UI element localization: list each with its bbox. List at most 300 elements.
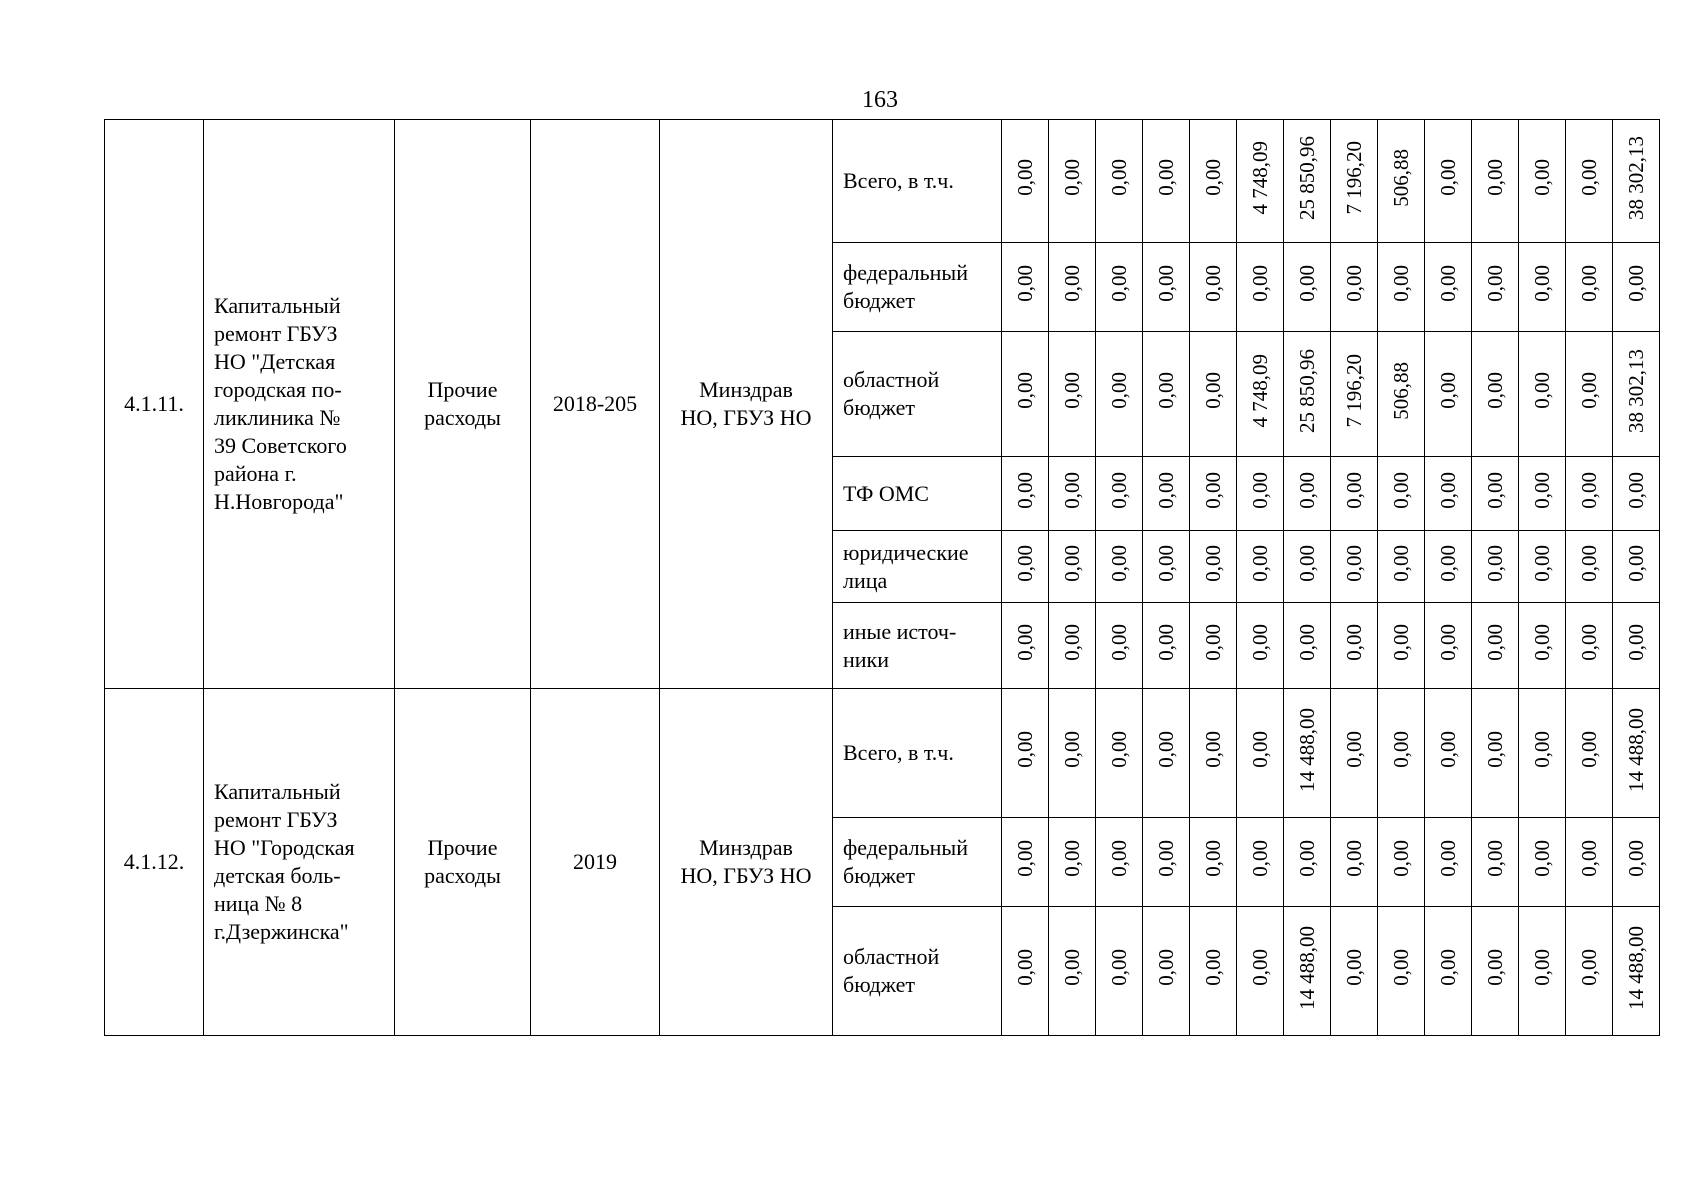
- value-text: 0,00: [1154, 623, 1178, 661]
- value-cell: [1143, 907, 1190, 1036]
- value-text: 0,00: [1624, 544, 1648, 582]
- value-text: 506,88: [1389, 148, 1413, 207]
- value-cell: [1566, 603, 1613, 689]
- item-number-cell: 4.1.12.: [105, 689, 204, 1036]
- value-cell: [1331, 457, 1378, 531]
- funding-source-line: иные источ-: [843, 618, 957, 644]
- item-name-line: района г.: [214, 461, 297, 486]
- value-cell: [1613, 531, 1660, 603]
- value-cell: [1002, 689, 1049, 818]
- funding-source-line: федеральный: [843, 835, 968, 860]
- value-cell: [1331, 243, 1378, 332]
- value-cell: [1331, 531, 1378, 603]
- value-text: 0,00: [1530, 372, 1554, 409]
- value-cell: [1425, 818, 1472, 907]
- value-text: 0,00: [1107, 949, 1131, 986]
- executor-line: Минздрав: [699, 377, 793, 402]
- value-cell: [1190, 531, 1237, 603]
- value-cell: [1519, 603, 1566, 689]
- funding-source-cell: [833, 531, 1002, 603]
- value-cell: [1237, 120, 1284, 243]
- item-name-line: Капитальный: [214, 293, 341, 318]
- value-cell: [1049, 120, 1096, 243]
- executor-line: Минздрав: [699, 835, 793, 860]
- value-text: 0,00: [1483, 544, 1507, 582]
- value-text: 0,00: [1483, 623, 1507, 661]
- value-text: 0,00: [1013, 544, 1037, 582]
- budget-table: [104, 119, 1660, 1036]
- funding-source-cell: [833, 907, 1002, 1036]
- value-text: 0,00: [1154, 159, 1178, 196]
- value-cell: [1472, 603, 1519, 689]
- value-text: 0,00: [1577, 623, 1601, 661]
- value-cell: [1519, 243, 1566, 332]
- value-text: 0,00: [1060, 949, 1084, 986]
- value-cell: [1143, 689, 1190, 818]
- value-text: 0,00: [1248, 471, 1272, 509]
- item-name-cell: [204, 689, 395, 1036]
- value-text: 0,00: [1295, 840, 1319, 877]
- funding-source-cell: [833, 603, 1002, 689]
- value-cell: [1190, 332, 1237, 457]
- value-text: 0,00: [1530, 840, 1554, 877]
- value-text: 0,00: [1201, 544, 1225, 582]
- value-text: 0,00: [1436, 159, 1460, 196]
- funding-source-line: ТФ ОМС: [843, 480, 929, 506]
- value-text: 0,00: [1060, 623, 1084, 661]
- funding-source-cell: [833, 689, 1002, 818]
- value-cell: [1237, 332, 1284, 457]
- item-name-line: 39 Советского: [214, 433, 347, 458]
- table-row: [105, 689, 1660, 818]
- value-cell: [1472, 243, 1519, 332]
- value-cell: [1378, 457, 1425, 531]
- value-text: 0,00: [1107, 840, 1131, 877]
- value-text: 0,00: [1577, 471, 1601, 509]
- value-cell: [1566, 457, 1613, 531]
- value-text: 0,00: [1248, 949, 1272, 986]
- value-text: 0,00: [1248, 731, 1272, 768]
- item-name-line: Капитальный: [214, 779, 341, 804]
- value-cell: [1049, 531, 1096, 603]
- funding-source-line: юридические: [843, 539, 969, 565]
- value-cell: [1519, 120, 1566, 243]
- value-text: 0,00: [1013, 731, 1037, 768]
- expense-type-cell: [395, 120, 531, 689]
- value-text: 0,00: [1013, 159, 1037, 196]
- value-text: 0,00: [1154, 840, 1178, 877]
- value-text: 0,00: [1530, 623, 1554, 661]
- funding-source-line: областной: [843, 944, 940, 969]
- value-text: 4 748,09: [1248, 140, 1272, 215]
- value-cell: [1190, 603, 1237, 689]
- value-cell: [1613, 120, 1660, 243]
- funding-source-line: Всего, в т.ч.: [843, 168, 954, 193]
- value-cell: [1425, 531, 1472, 603]
- value-text: 0,00: [1013, 471, 1037, 509]
- value-cell: [1284, 243, 1331, 332]
- value-text: 0,00: [1389, 265, 1413, 302]
- value-cell: [1331, 120, 1378, 243]
- value-cell: [1284, 818, 1331, 907]
- value-text: 0,00: [1483, 731, 1507, 768]
- value-cell: [1049, 603, 1096, 689]
- value-cell: [1096, 531, 1143, 603]
- value-text: 7 196,20: [1342, 140, 1366, 215]
- item-name-line: Н.Новгорода": [214, 489, 344, 514]
- value-text: 14 488,00: [1624, 707, 1648, 792]
- value-cell: [1143, 818, 1190, 907]
- value-text: 0,00: [1436, 623, 1460, 661]
- value-text: 0,00: [1483, 471, 1507, 509]
- value-text: 0,00: [1530, 265, 1554, 302]
- value-text: 0,00: [1483, 159, 1507, 196]
- value-text: 0,00: [1107, 265, 1131, 302]
- value-text: 0,00: [1060, 372, 1084, 409]
- value-cell: [1002, 907, 1049, 1036]
- value-cell: [1096, 689, 1143, 818]
- value-text: 0,00: [1483, 949, 1507, 986]
- value-cell: [1519, 689, 1566, 818]
- value-text: 0,00: [1436, 731, 1460, 768]
- value-text: 0,00: [1060, 159, 1084, 196]
- value-text: 0,00: [1201, 623, 1225, 661]
- value-text: 0,00: [1201, 265, 1225, 302]
- value-text: 0,00: [1013, 623, 1037, 661]
- value-text: 0,00: [1295, 471, 1319, 509]
- value-cell: [1472, 689, 1519, 818]
- value-cell: [1566, 531, 1613, 603]
- value-cell: [1613, 332, 1660, 457]
- value-text: 0,00: [1342, 731, 1366, 768]
- value-text: 506,88: [1389, 361, 1413, 420]
- value-text: 0,00: [1389, 949, 1413, 986]
- value-text: 0,00: [1389, 544, 1413, 582]
- value-text: 25 850,96: [1295, 135, 1319, 220]
- value-cell: [1190, 818, 1237, 907]
- value-cell: [1378, 531, 1425, 603]
- value-text: 0,00: [1530, 159, 1554, 196]
- value-cell: [1237, 603, 1284, 689]
- value-cell: [1143, 603, 1190, 689]
- value-text: 0,00: [1060, 731, 1084, 768]
- value-text: 0,00: [1060, 544, 1084, 582]
- value-cell: [1143, 120, 1190, 243]
- value-text: 0,00: [1248, 265, 1272, 302]
- funding-source-line: федеральный: [843, 260, 968, 285]
- value-text: 0,00: [1201, 159, 1225, 196]
- item-name-line: НО "Детская: [214, 349, 336, 374]
- expense-type-line: Прочие: [427, 835, 498, 860]
- value-cell: [1425, 689, 1472, 818]
- value-cell: [1049, 457, 1096, 531]
- period-cell: 2018-205: [531, 120, 660, 689]
- executor-line: НО, ГБУЗ НО: [680, 405, 812, 430]
- item-name-line: ликлиника №: [214, 405, 341, 430]
- value-text: 0,00: [1107, 623, 1131, 661]
- value-cell: [1284, 457, 1331, 531]
- funding-source-cell: [833, 457, 1002, 531]
- value-cell: [1002, 120, 1049, 243]
- value-cell: [1566, 818, 1613, 907]
- value-cell: [1284, 120, 1331, 243]
- value-text: 0,00: [1248, 840, 1272, 877]
- value-cell: [1425, 603, 1472, 689]
- value-text: 0,00: [1060, 840, 1084, 877]
- value-cell: [1049, 907, 1096, 1036]
- value-text: 0,00: [1483, 265, 1507, 302]
- value-text: 0,00: [1483, 840, 1507, 877]
- executor-cell: [660, 120, 833, 689]
- page-number: 163: [862, 87, 898, 113]
- item-name-line: ремонт ГБУЗ: [214, 321, 338, 346]
- value-cell: [1284, 531, 1331, 603]
- value-text: 38 302,13: [1624, 135, 1648, 220]
- funding-source-cell: [833, 243, 1002, 332]
- funding-source-line: бюджет: [843, 288, 915, 313]
- value-text: 0,00: [1201, 372, 1225, 409]
- value-cell: [1002, 457, 1049, 531]
- funding-source-cell: [833, 120, 1002, 243]
- value-text: 0,00: [1342, 544, 1366, 582]
- value-cell: [1331, 603, 1378, 689]
- value-text: 0,00: [1060, 471, 1084, 509]
- value-text: 4 748,09: [1248, 353, 1272, 428]
- value-text: 0,00: [1436, 544, 1460, 582]
- value-cell: [1190, 907, 1237, 1036]
- value-cell: [1519, 332, 1566, 457]
- value-text: 0,00: [1201, 471, 1225, 509]
- value-cell: [1096, 907, 1143, 1036]
- value-cell: [1425, 457, 1472, 531]
- value-cell: [1049, 689, 1096, 818]
- value-text: 0,00: [1389, 840, 1413, 877]
- executor-cell: [660, 689, 833, 1036]
- funding-source-line: лица: [843, 567, 888, 593]
- value-text: 0,00: [1154, 544, 1178, 582]
- value-text: 0,00: [1577, 731, 1601, 768]
- expense-type-cell: [395, 689, 531, 1036]
- value-cell: [1378, 120, 1425, 243]
- value-text: 0,00: [1248, 544, 1272, 582]
- value-cell: [1096, 332, 1143, 457]
- value-text: 0,00: [1154, 731, 1178, 768]
- value-cell: [1613, 243, 1660, 332]
- value-cell: [1613, 907, 1660, 1036]
- value-text: 0,00: [1295, 623, 1319, 661]
- value-text: 0,00: [1624, 840, 1648, 877]
- value-text: 0,00: [1107, 471, 1131, 509]
- item-name-line: ремонт ГБУЗ: [214, 807, 338, 832]
- value-cell: [1331, 818, 1378, 907]
- value-cell: [1190, 243, 1237, 332]
- value-cell: [1331, 332, 1378, 457]
- value-cell: [1284, 907, 1331, 1036]
- value-cell: [1425, 243, 1472, 332]
- item-name-line: г.Дзержинска": [214, 919, 349, 944]
- value-cell: [1190, 457, 1237, 531]
- item-name-cell: [204, 120, 395, 689]
- value-cell: [1519, 818, 1566, 907]
- item-name-line: детская боль-: [214, 863, 341, 888]
- value-text: 38 302,13: [1624, 348, 1648, 433]
- value-text: 0,00: [1342, 265, 1366, 302]
- funding-source-line: ники: [843, 646, 890, 672]
- value-text: 0,00: [1248, 623, 1272, 661]
- value-text: 0,00: [1013, 949, 1037, 986]
- executor-line: НО, ГБУЗ НО: [680, 863, 812, 888]
- value-text: 14 488,00: [1624, 925, 1648, 1010]
- value-cell: [1378, 332, 1425, 457]
- value-cell: [1096, 818, 1143, 907]
- value-cell: [1237, 531, 1284, 603]
- expense-type-line: расходы: [424, 863, 501, 888]
- value-cell: [1049, 818, 1096, 907]
- item-number-cell: 4.1.11.: [105, 120, 204, 689]
- value-cell: [1519, 457, 1566, 531]
- value-text: 0,00: [1154, 372, 1178, 409]
- value-cell: [1472, 120, 1519, 243]
- value-text: 0,00: [1624, 265, 1648, 302]
- funding-source-line: бюджет: [843, 972, 915, 997]
- value-text: 0,00: [1342, 949, 1366, 986]
- value-text: 0,00: [1013, 840, 1037, 877]
- value-cell: [1096, 457, 1143, 531]
- funding-source-line: Всего, в т.ч.: [843, 740, 954, 765]
- item-name-line: городская по-: [214, 377, 342, 402]
- value-cell: [1425, 332, 1472, 457]
- value-cell: [1472, 332, 1519, 457]
- value-text: 0,00: [1342, 623, 1366, 661]
- value-cell: [1096, 603, 1143, 689]
- value-text: 0,00: [1436, 949, 1460, 986]
- value-cell: [1613, 689, 1660, 818]
- value-text: 0,00: [1530, 949, 1554, 986]
- value-cell: [1378, 603, 1425, 689]
- value-cell: [1331, 907, 1378, 1036]
- value-cell: [1143, 243, 1190, 332]
- value-text: 0,00: [1530, 544, 1554, 582]
- expense-type-line: расходы: [424, 405, 501, 430]
- funding-source-line: бюджет: [843, 863, 915, 888]
- value-text: 25 850,96: [1295, 348, 1319, 433]
- value-text: 0,00: [1577, 544, 1601, 582]
- value-text: 0,00: [1530, 471, 1554, 509]
- value-text: 0,00: [1577, 265, 1601, 302]
- value-text: 0,00: [1342, 840, 1366, 877]
- value-cell: [1566, 243, 1613, 332]
- value-text: 14 488,00: [1295, 925, 1319, 1010]
- value-cell: [1237, 243, 1284, 332]
- value-cell: [1143, 457, 1190, 531]
- value-text: 0,00: [1201, 949, 1225, 986]
- value-text: 0,00: [1154, 471, 1178, 509]
- value-text: 0,00: [1624, 471, 1648, 509]
- value-text: 7 196,20: [1342, 353, 1366, 428]
- value-text: 0,00: [1389, 623, 1413, 661]
- value-cell: [1378, 818, 1425, 907]
- value-cell: [1002, 818, 1049, 907]
- value-text: 0,00: [1013, 372, 1037, 409]
- value-text: 0,00: [1436, 471, 1460, 509]
- value-cell: [1002, 243, 1049, 332]
- funding-source-cell: [833, 818, 1002, 907]
- value-text: 0,00: [1201, 840, 1225, 877]
- value-cell: [1096, 120, 1143, 243]
- value-text: 0,00: [1389, 471, 1413, 509]
- value-cell: [1472, 457, 1519, 531]
- value-cell: [1519, 531, 1566, 603]
- value-cell: [1143, 332, 1190, 457]
- item-name-line: НО "Городская: [214, 835, 355, 860]
- value-cell: [1472, 531, 1519, 603]
- value-cell: [1378, 907, 1425, 1036]
- value-cell: [1425, 907, 1472, 1036]
- value-text: 0,00: [1389, 731, 1413, 768]
- value-cell: [1613, 457, 1660, 531]
- value-text: 0,00: [1577, 372, 1601, 409]
- value-cell: [1284, 689, 1331, 818]
- value-text: 0,00: [1013, 265, 1037, 302]
- expense-type-line: Прочие: [427, 377, 498, 402]
- value-cell: [1519, 907, 1566, 1036]
- value-cell: [1378, 243, 1425, 332]
- value-text: 0,00: [1436, 840, 1460, 877]
- value-text: 0,00: [1295, 544, 1319, 582]
- value-cell: [1613, 603, 1660, 689]
- period-cell: 2019: [531, 689, 660, 1036]
- value-cell: [1237, 818, 1284, 907]
- value-cell: [1613, 818, 1660, 907]
- value-cell: [1284, 603, 1331, 689]
- value-text: 0,00: [1577, 159, 1601, 196]
- value-cell: [1425, 120, 1472, 243]
- value-cell: [1566, 332, 1613, 457]
- value-cell: [1002, 332, 1049, 457]
- value-text: 0,00: [1060, 265, 1084, 302]
- value-text: 0,00: [1107, 731, 1131, 768]
- value-text: 0,00: [1107, 159, 1131, 196]
- value-text: 0,00: [1107, 372, 1131, 409]
- value-cell: [1566, 120, 1613, 243]
- value-cell: [1190, 120, 1237, 243]
- value-cell: [1096, 243, 1143, 332]
- value-text: 0,00: [1577, 949, 1601, 986]
- value-cell: [1049, 332, 1096, 457]
- value-cell: [1472, 907, 1519, 1036]
- value-text: 0,00: [1436, 265, 1460, 302]
- value-text: 0,00: [1342, 471, 1366, 509]
- value-text: 0,00: [1483, 372, 1507, 409]
- funding-source-line: областной: [843, 367, 940, 392]
- value-text: 0,00: [1154, 265, 1178, 302]
- value-cell: [1237, 907, 1284, 1036]
- funding-source-cell: [833, 332, 1002, 457]
- value-cell: [1143, 531, 1190, 603]
- value-cell: [1237, 457, 1284, 531]
- value-text: 0,00: [1295, 265, 1319, 302]
- value-cell: [1378, 689, 1425, 818]
- value-cell: [1566, 689, 1613, 818]
- value-cell: [1049, 243, 1096, 332]
- value-text: 0,00: [1107, 544, 1131, 582]
- value-text: 0,00: [1436, 372, 1460, 409]
- value-text: 0,00: [1530, 731, 1554, 768]
- value-text: 0,00: [1624, 623, 1648, 661]
- value-text: 14 488,00: [1295, 707, 1319, 792]
- value-cell: [1472, 818, 1519, 907]
- item-name-line: ница № 8: [214, 891, 303, 916]
